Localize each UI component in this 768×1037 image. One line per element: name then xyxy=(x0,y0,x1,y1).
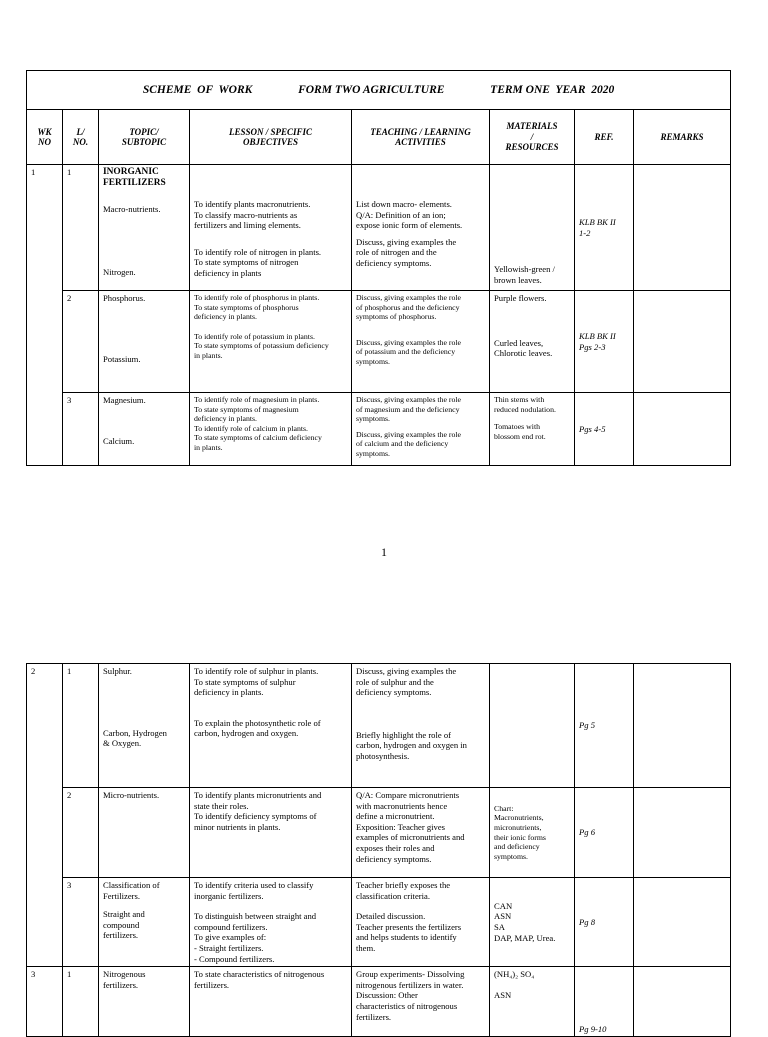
topic-text: Phosphorus. xyxy=(103,293,146,303)
header-materials: MATERIALS / RESOURCES xyxy=(490,110,575,165)
header-topic: TOPIC/ SUBTOPIC xyxy=(99,110,190,165)
topic-cell xyxy=(99,393,190,466)
activities-cell xyxy=(352,165,490,291)
topic-text: Nitrogen. xyxy=(103,266,136,277)
ref-text: Pg 6 xyxy=(579,827,595,838)
objective-text: To identify criteria used to classify inorganic fertilizers. xyxy=(194,880,314,901)
topic-text: Potassium. xyxy=(103,353,141,364)
objective-text: To state characteristics of nitrogenous fertilizers. xyxy=(194,969,325,990)
objectives-cell xyxy=(190,788,352,878)
remarks-cell xyxy=(634,664,731,788)
materials-cell xyxy=(490,165,575,291)
material-text: Purple flowers. xyxy=(494,293,547,303)
lesson-number: 1 xyxy=(63,664,99,788)
title-part-1: SCHEME OF WORK xyxy=(142,83,253,96)
ref-text: KLB BK II Pgs 2-3 xyxy=(579,330,616,352)
header-ref: REF. xyxy=(575,110,634,165)
activity-text: Discuss, giving examples the role of calcium and the deficiency symptoms. xyxy=(356,429,462,458)
page-2-table xyxy=(26,663,730,1037)
activity-text: Discuss, giving examples the role of magnesium and the deficiency symptoms. xyxy=(356,395,462,424)
topic-heading: INORGANIC FERTILIZERS xyxy=(103,167,166,188)
lesson-number: 1 xyxy=(63,967,99,1037)
material-text: CAN ASN SA DAP, MAP, Urea. xyxy=(494,900,556,943)
materials-cell xyxy=(490,393,575,466)
topic-text: Calcium. xyxy=(103,435,135,446)
table-row xyxy=(27,967,731,1037)
material-text: Yellowish-green / brown leaves. xyxy=(494,264,555,285)
materials-cell xyxy=(490,664,575,788)
header-objectives: LESSON / SPECIFIC OBJECTIVES xyxy=(190,110,352,165)
activity-text: Q/A: Compare micronutrients with macronutrients hence define a micronutrient. Exposition: Teacher gives examples of micronutrients and exposes their roles and deficiency symptoms. xyxy=(356,790,465,864)
week-number: 3 xyxy=(27,967,63,1037)
page-number: 1 xyxy=(381,545,387,559)
title-part-3: TERM ONE YEAR 2020 xyxy=(490,83,615,96)
materials-cell xyxy=(490,878,575,967)
week-number: 1 xyxy=(27,165,63,466)
activities-cell xyxy=(352,788,490,878)
ref-text: Pg 9-10 xyxy=(579,1023,607,1034)
activities-cell xyxy=(352,878,490,967)
objective-text: To identify plants macronutrients. To classify macro-nutrients as fertilizers and liming elements. xyxy=(194,199,311,231)
ref-cell xyxy=(575,878,634,967)
table-row xyxy=(27,165,731,291)
topic-text: Carbon, Hydrogen & Oxygen. xyxy=(103,727,167,749)
remarks-cell xyxy=(634,788,731,878)
objective-text: To identify plants micronutrients and state their roles. To identify deficiency symptoms of minor nutrients in plants. xyxy=(194,790,322,832)
header-activities: TEACHING / LEARNING ACTIVITIES xyxy=(352,110,490,165)
activity-text: Group experiments- Dissolving nitrogenous fertilizers in water. Discussion: Other characteristics of nitrogenous fertilizers. xyxy=(356,969,465,1022)
material-text: ASN xyxy=(494,989,512,1000)
objectives-cell xyxy=(190,878,352,967)
header-lno: L/ NO. xyxy=(63,110,99,165)
table-row xyxy=(27,291,731,393)
header-row xyxy=(27,110,731,165)
activity-text: Discuss, giving examples the role of sulphur and the deficiency symptoms. xyxy=(356,666,457,698)
activities-cell xyxy=(352,967,490,1037)
ref-cell xyxy=(575,664,634,788)
topic-cell xyxy=(99,165,190,291)
activity-text: Discuss, giving examples the role of phosphorus and the deficiency symptoms of phosphorus. xyxy=(356,293,462,322)
ref-text: Pgs 4-5 xyxy=(579,423,606,434)
topic-cell xyxy=(99,664,190,788)
lesson-number: 3 xyxy=(63,878,99,967)
remarks-cell xyxy=(634,967,731,1037)
objective-text: To explain the photosynthetic role of carbon, hydrogen and oxygen. xyxy=(194,717,321,739)
title-part-2: FORM TWO AGRICULTURE xyxy=(298,83,445,96)
objective-text: To identify role of phosphorus in plants. To state symptoms of phosphorus deficiency in plants. xyxy=(194,293,320,322)
header-wk: WK NO xyxy=(27,110,63,165)
objectives-cell xyxy=(190,393,352,466)
page-1-table xyxy=(26,70,730,466)
topic-cell xyxy=(99,291,190,393)
objective-text: To identify role of potassium in plants. To state symptoms of potassium deficiency in plants. xyxy=(194,331,329,360)
objectives-cell xyxy=(190,664,352,788)
topic-text: Magnesium. xyxy=(103,395,146,405)
material-text: Tomatoes with blossom end rot. xyxy=(494,422,546,441)
ref-cell xyxy=(575,291,634,393)
objective-text: To identify role of nitrogen in plants. To state symptoms of nitrogen deficiency in plants xyxy=(194,246,322,278)
remarks-cell xyxy=(634,878,731,967)
topic-text: Nitrogenous fertilizers. xyxy=(103,969,146,990)
activity-text: Discuss, giving examples the role of nitrogen and the deficiency symptoms. xyxy=(356,236,457,268)
objective-text: To identify role of magnesium in plants. To state symptoms of magnesium deficiency in plants. xyxy=(194,395,320,424)
ref-text: Pg 5 xyxy=(579,720,595,731)
activity-text: Briefly highlight the role of carbon, hydrogen and oxygen in photosynthesis. xyxy=(356,729,467,761)
materials-cell xyxy=(490,967,575,1037)
ref-cell xyxy=(575,165,634,291)
materials-cell xyxy=(490,291,575,393)
remarks-cell xyxy=(634,291,731,393)
topic-text: Macro-nutrients. xyxy=(103,204,161,215)
objectives-cell xyxy=(190,967,352,1037)
activity-text: Detailed discussion. Teacher presents the fertilizers and helps students to identify them. xyxy=(356,911,462,953)
ref-text: KLB BK II 1-2 xyxy=(579,216,616,238)
ref-text: Pg 8 xyxy=(579,916,595,927)
objective-text: To identify role of calcium in plants. To state symptoms of calcium deficiency in plants. xyxy=(194,423,322,452)
ref-cell xyxy=(575,393,634,466)
objective-text: To distinguish between straight and compound fertilizers. To give examples of: - Straight fertilizers. - Compound fertilizers. xyxy=(194,911,317,964)
material-text: Chart: Macronutrients, micronutrients, their ionic forms and deficiency symptoms. xyxy=(494,803,546,861)
topic-text: Straight and compound fertilizers. xyxy=(103,909,145,941)
topic-text: Classification of Fertilizers. xyxy=(103,880,160,901)
topic-cell xyxy=(99,878,190,967)
header-remarks: REMARKS xyxy=(634,110,731,165)
table-row xyxy=(27,878,731,967)
activities-cell xyxy=(352,393,490,466)
activities-cell xyxy=(352,664,490,788)
table-row xyxy=(27,664,731,788)
lesson-number: 3 xyxy=(63,393,99,466)
lesson-number: 1 xyxy=(63,165,99,291)
topic-text: Sulphur. xyxy=(103,666,132,676)
activity-text: Discuss, giving examples the role of potassium and the deficiency symptoms. xyxy=(356,337,462,366)
remarks-cell xyxy=(634,393,731,466)
objectives-cell xyxy=(190,291,352,393)
topic-cell xyxy=(99,788,190,878)
ref-cell xyxy=(575,788,634,878)
activity-text: Teacher briefly exposes the classification criteria. xyxy=(356,880,451,901)
title-row xyxy=(27,71,731,110)
lesson-number: 2 xyxy=(63,291,99,393)
topic-cell xyxy=(99,967,190,1037)
topic-text: Micro-nutrients. xyxy=(103,790,160,800)
activity-text: List down macro- elements. Q/A: Definition of an ion; expose ionic form of elements. xyxy=(356,199,463,231)
lesson-number: 2 xyxy=(63,788,99,878)
activities-cell xyxy=(352,291,490,393)
week-number: 2 xyxy=(27,664,63,967)
objective-text: To identify role of sulphur in plants. To state symptoms of sulphur deficiency in plants. xyxy=(194,666,319,698)
table-row xyxy=(27,788,731,878)
material-text: (NH₄)₂ SO₄ xyxy=(494,969,535,980)
ref-cell xyxy=(575,967,634,1037)
objectives-cell xyxy=(190,165,352,291)
remarks-cell xyxy=(634,165,731,291)
materials-cell xyxy=(490,788,575,878)
material-text: Thin stems with reduced nodulation. xyxy=(494,395,556,414)
material-text: Curled leaves, Chlorotic leaves. xyxy=(494,337,553,359)
scheme-title xyxy=(27,71,731,110)
table-row xyxy=(27,393,731,466)
